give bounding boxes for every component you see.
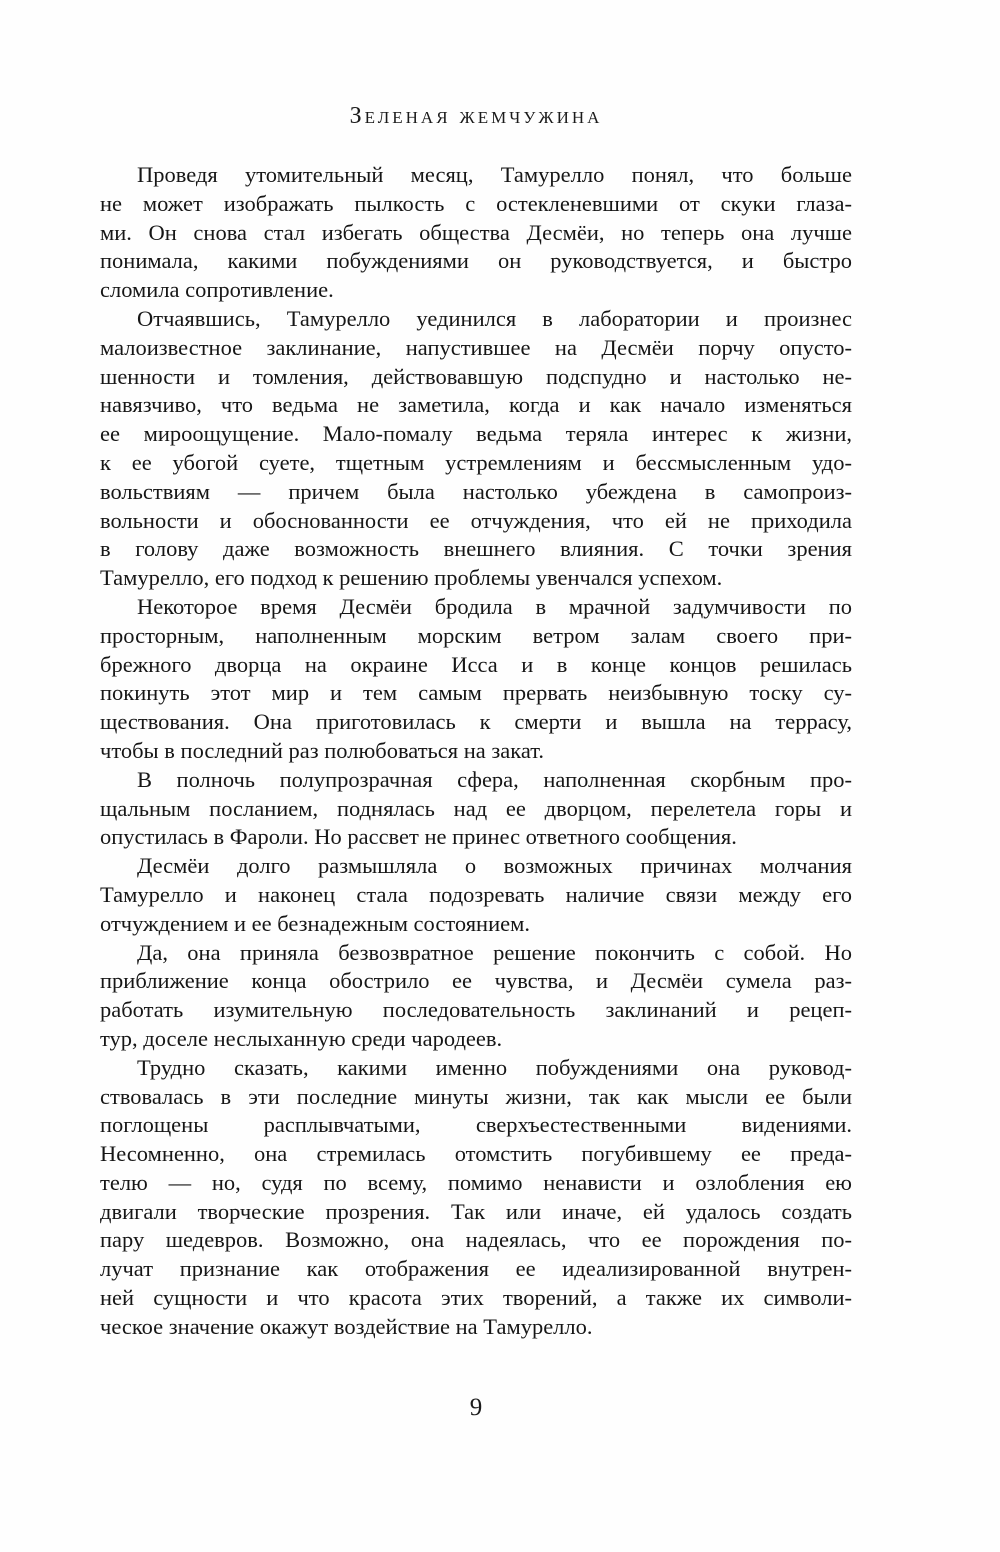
text-line: понимала, какими побуждениями он руководствуется, и быстро <box>100 248 852 274</box>
text-line: Да, она приняла безвозвратное решение покончить с собой. Но <box>137 939 852 965</box>
text-line: чтобы в последний раз полюбоваться на закат. <box>100 737 545 763</box>
text-line: ствовалась в эти последние минуты жизни, так как мысли ее были <box>100 1083 852 1109</box>
paragraph <box>100 939 852 1054</box>
text-line: лучат признание как отображения ее идеализированной внутрен- <box>100 1256 852 1282</box>
text-line: к ее убогой суете, тщетным устремлениям и бессмысленным удо- <box>100 449 852 475</box>
text-line: отчуждением и ее безнадежным состоянием. <box>100 910 530 936</box>
text-line: ней сущности и что красота этих творений, а также их символи- <box>100 1285 852 1311</box>
text-line: малоизвестное заклинание, напустившее на Десмёи порчу опусто- <box>100 334 852 360</box>
text-line: щальным посланием, поднялась над ее дворцом, перелетела горы и <box>100 795 852 821</box>
text-line: вольности и обоснованности ее отчуждения, что ей не приходила <box>100 507 852 533</box>
text-line: ществования. Она приготовилась к смерти и вышла на террасу, <box>100 709 852 735</box>
text-line: Десмёи долго размышляла о возможных причинах молчания <box>137 853 852 879</box>
text-line: тур, доселе неслыханную среди чародеев. <box>100 1025 503 1051</box>
text-line: ми. Он снова стал избегать общества Десмёи, но теперь она лучше <box>100 219 852 245</box>
text-line: вольствиям — причем была настолько убеждена в самопроиз- <box>100 478 852 504</box>
running-header: Зеленая жемчужина <box>349 103 603 129</box>
paragraph <box>100 161 852 305</box>
text-line: телю — но, судя по всему, помимо ненависти и озлобления ею <box>100 1169 852 1195</box>
text-line: Отчаявшись, Тамурелло уединился в лаборатории и произнес <box>137 305 852 331</box>
paragraph <box>100 305 852 593</box>
paragraph <box>100 766 852 852</box>
page-body <box>100 161 852 1342</box>
page-number: 9 <box>469 1394 483 1421</box>
text-line: приближение конца обострило ее чувства, и Десмёи сумела раз- <box>100 968 852 994</box>
text-line: поглощены расплывчатыми, сверхъестественными видениями. <box>100 1112 852 1138</box>
text-line: навязчиво, что ведьма не заметила, когда и как начало изменяться <box>100 392 852 418</box>
text-line: двигали творческие прозрения. Так или иначе, ей удалось создать <box>100 1198 852 1224</box>
paragraph <box>100 593 852 766</box>
text-line: Трудно сказать, какими именно побуждениями она руковод- <box>137 1054 852 1080</box>
text-line: просторным, наполненным морским ветром залам своего при- <box>100 622 852 648</box>
text-line: сломила сопротивление. <box>100 277 334 303</box>
text-line: Некоторое время Десмёи бродила в мрачной задумчивости по <box>137 593 852 619</box>
paragraph <box>100 852 852 938</box>
text-line: шенности и томления, действовавшую подспудно и настолько не- <box>100 363 852 389</box>
text-line: опустилась в Фароли. Но рассвет не принес ответного сообщения. <box>100 824 737 850</box>
text-line: не может изображать пылкость с остекленевшими от скуки глаза- <box>100 190 852 216</box>
text-line: Тамурелло и наконец стала подозревать наличие связи между его <box>100 881 852 907</box>
text-line: Тамурелло, его подход к решению проблемы увенчался успехом. <box>100 565 723 591</box>
text-line: брежного дворца на окраине Исса и в конце концов решилась <box>100 651 852 677</box>
text-line: Проведя утомительный месяц, Тамурелло понял, что больше <box>137 162 852 187</box>
text-line: ее мироощущение. Мало-помалу ведьма теряла интерес к жизни, <box>100 421 852 447</box>
text-line: покинуть этот мир и тем самым прервать неизбывную тоску су- <box>100 680 852 706</box>
text-line: Несомненно, она стремилась отомстить погубившему ее преда- <box>100 1141 852 1167</box>
text-line: В полночь полупрозрачная сфера, наполненная скорбным про- <box>137 766 852 792</box>
text-line: работать изумительную последовательность заклинаний и рецеп- <box>100 997 852 1023</box>
text-line: ческое значение окажут воздействие на Тамурелло. <box>100 1313 593 1339</box>
text-line: в голову даже возможность внешнего влияния. С точки зрения <box>100 536 852 562</box>
paragraph <box>100 1054 852 1342</box>
text-line: пару шедевров. Возможно, она надеялась, что ее порождения по- <box>100 1227 852 1253</box>
